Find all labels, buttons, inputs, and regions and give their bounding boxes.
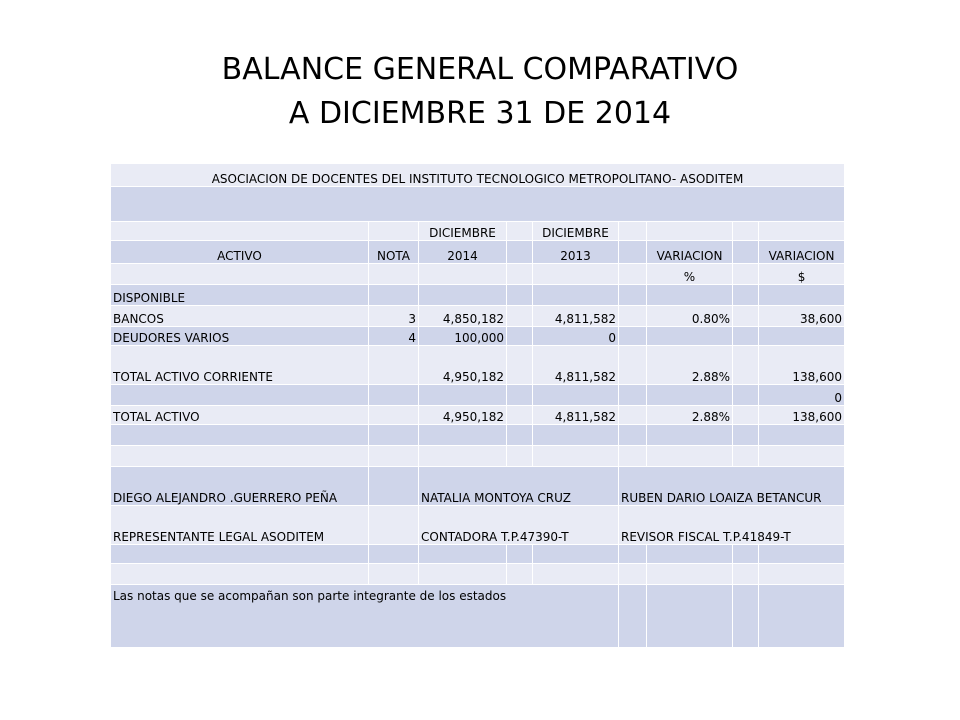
- header-year-2014: 2014: [419, 241, 507, 264]
- header-month-2014: DICIEMBRE: [419, 222, 507, 241]
- total-activo-var-abs: 138,600: [759, 406, 845, 425]
- zero-var-abs: 0: [759, 385, 845, 406]
- table-row-months: [111, 222, 845, 241]
- row-2014: 4,850,182: [419, 306, 507, 327]
- table-row-total-activo: [111, 406, 845, 425]
- signature-role-1: REPRESENTANTE LEGAL ASODITEM: [111, 506, 369, 545]
- row-nota: 4: [369, 327, 419, 346]
- signature-role-3: REVISOR FISCAL T.P.41849-T: [619, 506, 845, 545]
- title-line-1: BALANCE GENERAL COMPARATIVO: [221, 52, 739, 87]
- section-disponible: DISPONIBLE: [111, 285, 369, 306]
- table-row-disponible: [111, 285, 845, 306]
- table-row-empty: [111, 564, 845, 585]
- row-2014: 100,000: [419, 327, 507, 346]
- table-row-headers: [111, 241, 845, 264]
- table-row-footnote: [111, 585, 845, 648]
- total-corriente-var-abs: 138,600: [759, 346, 845, 385]
- total-corriente-label: TOTAL ACTIVO CORRIENTE: [111, 346, 369, 385]
- total-corriente-2013: 4,811,582: [533, 346, 619, 385]
- balance-table: [110, 163, 845, 648]
- unit-dollar: $: [759, 264, 845, 285]
- header-variacion-pct: VARIACION: [647, 241, 733, 264]
- signature-role-2: CONTADORA T.P.47390-T: [419, 506, 619, 545]
- signature-name-3: RUBEN DARIO LOAIZA BETANCUR: [619, 467, 845, 506]
- header-year-2013: 2013: [533, 241, 619, 264]
- signature-name-1: DIEGO ALEJANDRO .GUERRERO PEÑA: [111, 467, 369, 506]
- row-var-abs: [759, 327, 845, 346]
- org-name: ASOCIACION DE DOCENTES DEL INSTITUTO TECNOLOGICO METROPOLITANO- ASODITEM: [111, 164, 845, 187]
- slide-title: [0, 48, 960, 136]
- row-nota: 3: [369, 306, 419, 327]
- row-var-pct: 0.80%: [647, 306, 733, 327]
- row-var-pct: [647, 327, 733, 346]
- total-activo-2013: 4,811,582: [533, 406, 619, 425]
- table-row-signature-roles: [111, 506, 845, 545]
- total-corriente-2014: 4,950,182: [419, 346, 507, 385]
- table-row-empty: [111, 187, 845, 222]
- title-line-2: A DICIEMBRE 31 DE 2014: [288, 96, 672, 131]
- table-row: [111, 306, 845, 327]
- total-corriente-var-pct: 2.88%: [647, 346, 733, 385]
- table-row-zero: [111, 385, 845, 406]
- unit-percent: %: [647, 264, 733, 285]
- table-row-empty: [111, 446, 845, 467]
- header-activo: ACTIVO: [111, 241, 369, 264]
- row-label: BANCOS: [111, 306, 369, 327]
- table-row-signature-names: [111, 467, 845, 506]
- table-row-units: [111, 264, 845, 285]
- header-variacion-abs: VARIACION: [759, 241, 845, 264]
- row-label: DEUDORES VARIOS: [111, 327, 369, 346]
- table-row-total-corriente: [111, 346, 845, 385]
- empty-cell: [111, 187, 845, 222]
- total-activo-label: TOTAL ACTIVO: [111, 406, 369, 425]
- row-2013: 4,811,582: [533, 306, 619, 327]
- row-2013: 0: [533, 327, 619, 346]
- table-row-empty: [111, 545, 845, 564]
- total-activo-2014: 4,950,182: [419, 406, 507, 425]
- table-row-org: [111, 164, 845, 187]
- header-nota: NOTA: [369, 241, 419, 264]
- footnote: Las notas que se acompañan son parte integrante de los estados: [111, 585, 619, 648]
- table-row: [111, 327, 845, 346]
- header-month-2013: DICIEMBRE: [533, 222, 619, 241]
- table-row-empty: [111, 425, 845, 446]
- signature-name-2: NATALIA MONTOYA CRUZ: [419, 467, 619, 506]
- total-activo-var-pct: 2.88%: [647, 406, 733, 425]
- row-var-abs: 38,600: [759, 306, 845, 327]
